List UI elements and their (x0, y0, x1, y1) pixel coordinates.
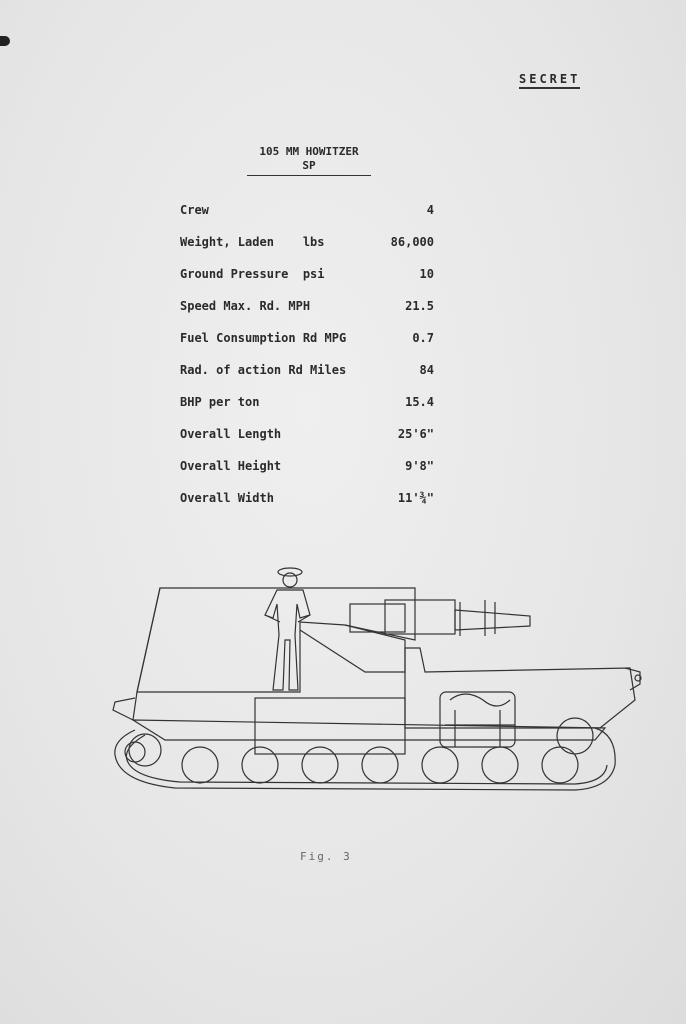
gun-breech (385, 600, 455, 634)
spec-value: 84 (419, 363, 434, 377)
hull-lower (133, 720, 605, 740)
road-wheel (422, 747, 458, 783)
spec-row-crew (180, 203, 440, 235)
road-wheel (362, 747, 398, 783)
spec-label: Speed Max. Rd. MPH (180, 299, 311, 313)
title-line-2: SP (302, 159, 316, 172)
spec-row-speed (180, 299, 440, 331)
soldier-figure (265, 568, 310, 690)
spec-row-overall-length (180, 427, 440, 459)
spec-row-overall-width (180, 491, 440, 523)
spec-label: Rad. of action Rd Miles (180, 363, 347, 377)
spec-row-fuel-consumption (180, 331, 440, 363)
spec-value: 11'¾" (397, 491, 434, 505)
spec-label: Overall Length (180, 427, 282, 441)
spec-label: Fuel Consumption Rd MPG (180, 331, 347, 345)
spec-row-overall-height (180, 459, 440, 491)
road-wheel (482, 747, 518, 783)
spec-value: 10 (419, 267, 434, 281)
spec-value: 0.7 (412, 331, 434, 345)
spec-row-radius-of-action (180, 363, 440, 395)
idler-wheel (125, 742, 145, 762)
road-wheel (182, 747, 218, 783)
spec-label: Overall Height (180, 459, 282, 473)
track (115, 728, 615, 790)
spec-value: 86,000 (390, 235, 434, 249)
front-glacis (113, 588, 160, 720)
spec-label: BHP per ton (180, 395, 260, 409)
spec-label: Crew (180, 203, 209, 217)
gun-muzzle (460, 600, 495, 636)
howitzer-line-drawing (105, 560, 650, 805)
spec-value: 15.4 (405, 395, 434, 409)
road-wheel (302, 747, 338, 783)
spec-label: Weight, Laden lbs (180, 235, 325, 249)
road-wheel (542, 747, 578, 783)
title-line-1: 105 MM HOWITZER (259, 145, 359, 158)
vehicle-side-elevation-drawing (105, 560, 650, 805)
spec-value: 9'8" (405, 459, 434, 473)
gun-barrel (455, 610, 530, 630)
figure-caption: Fig. 3 (300, 850, 352, 863)
engine-detail (445, 694, 515, 747)
interior-compartment (255, 698, 405, 754)
spec-table (180, 203, 440, 523)
punch-hole-mark (0, 36, 10, 46)
spec-label: Overall Width (180, 491, 274, 505)
engine-flywheel (557, 718, 593, 754)
spec-value: 25'6" (397, 427, 434, 441)
spec-value: 4 (426, 203, 434, 217)
engine-block (440, 692, 515, 747)
spec-label: Ground Pressure psi (180, 267, 325, 281)
spec-row-ground-pressure (180, 267, 440, 299)
spec-row-bhp-per-ton (180, 395, 440, 427)
classification-marking: SECRET (519, 72, 580, 89)
title-underline (247, 175, 371, 176)
document-title (247, 145, 371, 176)
road-wheel (242, 747, 278, 783)
spec-value: 21.5 (405, 299, 434, 313)
spec-row-weight (180, 235, 440, 267)
